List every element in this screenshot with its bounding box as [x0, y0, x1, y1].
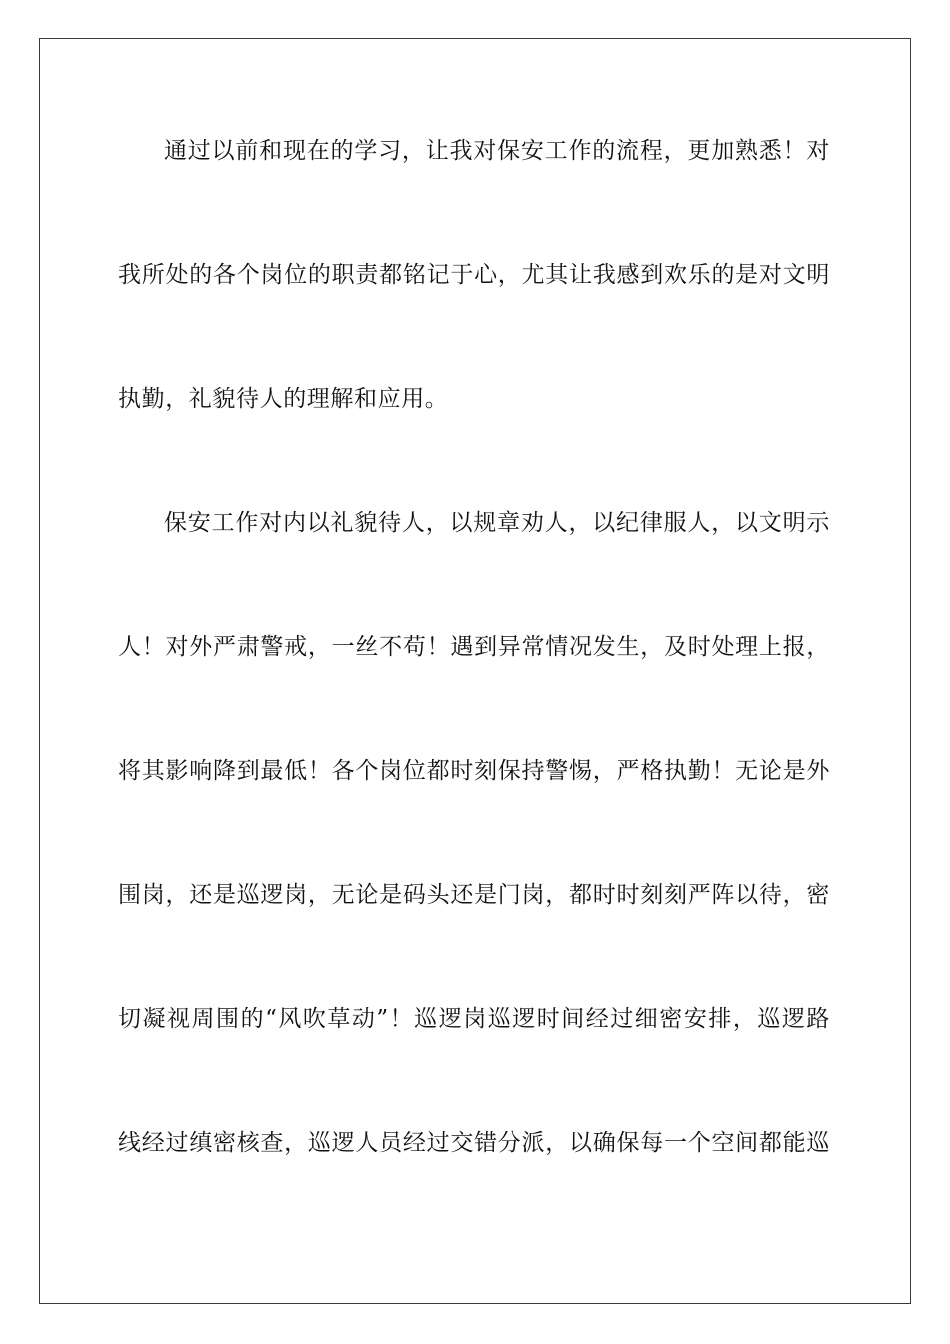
paragraph-2-line-2: 人！对外严肃警戒，一丝不苟！遇到异常情况发生，及时处理上报，	[118, 634, 830, 660]
paragraph-2-line-4: 围岗，还是巡逻岗，无论是码头还是门岗，都时时刻刻严阵以待，密	[118, 882, 830, 908]
paragraph-1-line-3: 执勤，礼貌待人的理解和应用。	[118, 386, 449, 412]
paragraph-2-line-6: 线经过缜密核查，巡逻人员经过交错分派，以确保每一个空间都能巡	[118, 1130, 830, 1156]
page-border	[39, 38, 911, 1304]
paragraph-2-line-1: 保安工作对内以礼貌待人，以规章劝人，以纪律服人，以文明示	[164, 510, 830, 536]
paragraph-2-line-3: 将其影响降到最低！各个岗位都时刻保持警惕，严格执勤！无论是外	[118, 758, 830, 784]
paragraph-1-line-1: 通过以前和现在的学习，让我对保安工作的流程，更加熟悉！对	[164, 138, 830, 164]
paragraph-1-line-2: 我所处的各个岗位的职责都铭记于心，尤其让我感到欢乐的是对文明	[118, 262, 830, 288]
paragraph-2-line-5: 切凝视周围的“风吹草动”！巡逻岗巡逻时间经过细密安排，巡逻路	[118, 1006, 830, 1032]
